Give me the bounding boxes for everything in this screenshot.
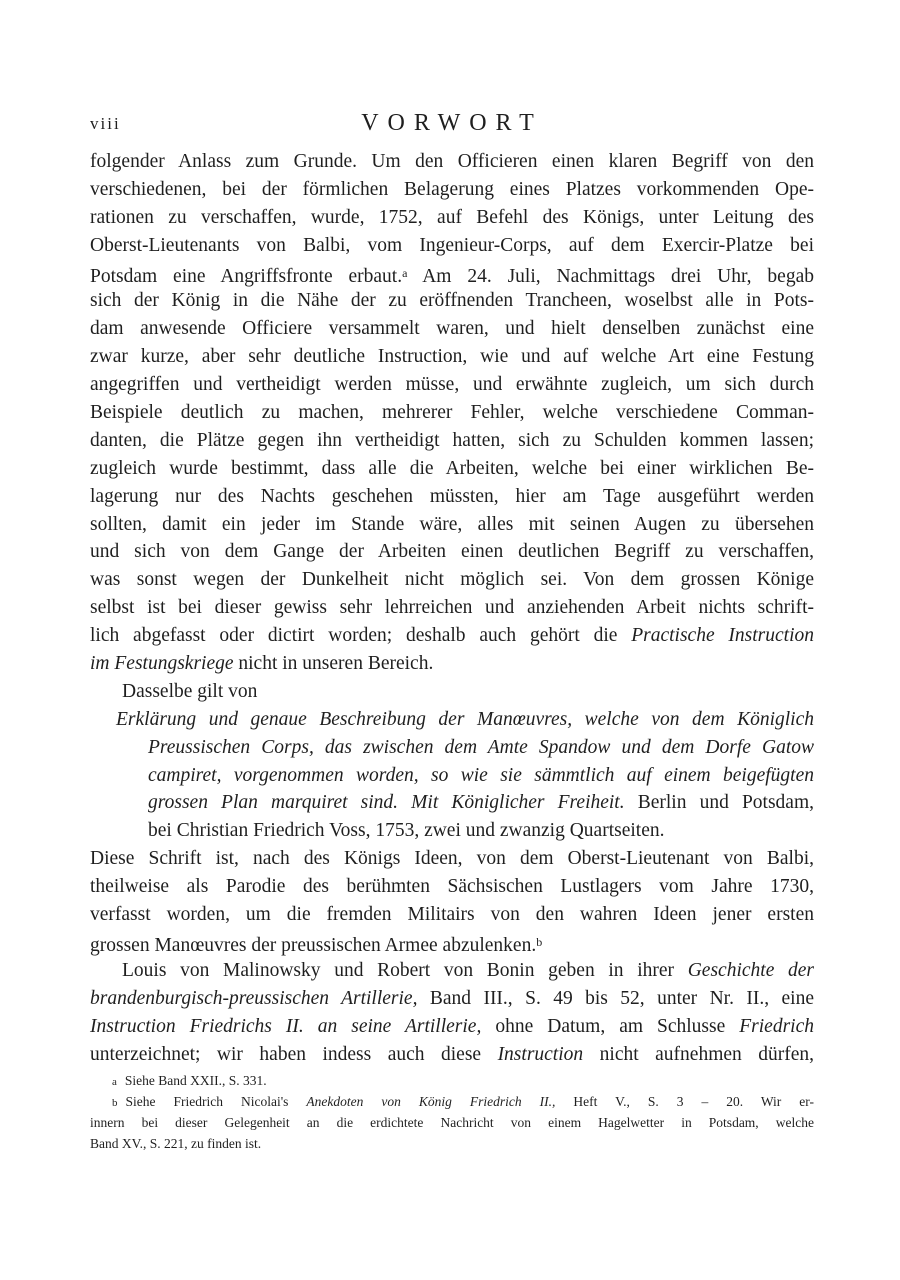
work-title: Geschichte der [687, 959, 815, 981]
text-line: grossen Manœuvres der preussischen Armee abzulenken.$^b$ [90, 934, 543, 956]
footnote-ref-a: a [402, 265, 408, 280]
text-line: Dasselbe gilt von [122, 680, 258, 702]
text-line: Oberst-Lieutenants von Balbi, vom Ingenieur-Corps, auf dem Exercir-Platze bei [90, 234, 814, 256]
text-line: brandenburgisch-preussischen Artillerie, Band III., S. 49 bis 52, unter Nr. II., eine [90, 987, 814, 1009]
text-line: dam anwesende Officiere versammelt waren, und hielt denselben zunächst eine [90, 318, 814, 340]
bibliographic-entry-line: bei Christian Friedrich Voss, 1753, zwei und zwanzig Quartseiten. [148, 820, 665, 842]
footnote-a: a Siehe Band XXII., S. 331. [112, 1073, 267, 1088]
footnote-b: b Siehe Friedrich Nicolai's Anekdoten von König Friedrich II., Heft V., S. 3 – 20. Wir er- [112, 1094, 815, 1109]
bibliographic-entry-line: campiret, vorgenommen worden, so wie sie sämmtlich auf einem beigefügten [148, 764, 814, 786]
text-line: unterzeichnet; wir haben indess auch diese Instruction nicht aufnehmen dürfen, [90, 1043, 815, 1065]
text-line: sich der König in die Nähe der zu eröffnenden Trancheen, woselbst alle in Pots- [90, 290, 814, 312]
bibliographic-entry-line: Erklärung und genaue Beschreibung der Manœuvres, welche von dem Königlich [116, 708, 814, 730]
text-line: lich abgefasst oder dictirt worden; deshalb auch gehört die Practische Instruction [90, 625, 814, 647]
text-line: Potsdam eine Angriffsfronte erbaut.$^a$ Am 24. Juli, Nachmittags drei Uhr, begab [90, 265, 814, 287]
footnote-line: Band XV., S. 221, zu finden ist. [90, 1136, 262, 1151]
work-title: im Festungskriege [90, 653, 234, 675]
text-line: im Festungskriege nicht in unseren Bereich. [90, 653, 434, 675]
text-line: Instruction Friedrichs II. an seine Artillerie, ohne Datum, am Schlusse Friedrich [90, 1015, 814, 1037]
text-line: Beispiele deutlich zu machen, mehrerer Fehler, welche verschiedene Comman- [90, 402, 814, 424]
text-line: Louis von Malinowsky und Robert von Bonin geben in ihrer Geschichte der [122, 959, 815, 981]
footnote-ref-b: b [536, 934, 543, 949]
text-line: zugleich wurde bestimmt, dass alle die Arbeiten, welche bei einer wirklichen Be- [90, 457, 814, 479]
text-line: und sich von dem Gange der Arbeiten einen deutlichen Begriff zu verschaffen, [90, 541, 814, 563]
running-head: VORWORT [361, 110, 543, 136]
work-title: brandenburgisch-preussischen Artillerie, [90, 987, 418, 1009]
text-line: folgender Anlass zum Grunde. Um den Officieren einen klaren Begriff von den [90, 151, 814, 172]
text-line: verschiedenen, bei der förmlichen Belagerung eines Platzes vorkommenden Ope- [90, 178, 814, 200]
page-header [90, 110, 814, 140]
text-line: angegriffen und vertheidigt werden müsse, und erwähnte zugleich, um sich durch [90, 374, 814, 396]
text-line: theilweise als Parodie des berühmten Sächsischen Lustlagers vom Jahre 1730, [90, 876, 814, 898]
text-line: zwar kurze, aber sehr deutliche Instruction, wie und auf welche Art eine Festung [90, 346, 814, 368]
work-title: Practische Instruction [631, 625, 814, 647]
text-line: verfasst worden, um die fremden Militairs von den wahren Ideen jener ersten [90, 904, 814, 926]
text-line: selbst ist bei dieser gewiss sehr lehrreichen und anziehenden Arbeit nichts schrift- [90, 597, 814, 619]
footnote-line: innern bei dieser Gelegenheit an die erdichtete Nachricht von einem Hagelwetter in Potsdam, welche [90, 1115, 814, 1130]
text-line: lagerung nur des Nachts geschehen müssten, hier am Tage ausgeführt werden [90, 485, 814, 507]
text-line: Diese Schrift ist, nach des Königs Ideen, von dem Oberst-Lieutenant von Balbi, [90, 848, 814, 870]
body-text [90, 148, 814, 1068]
text-line: sollten, damit ein jeder im Stande wäre, alles mit seinen Augen zu übersehen [90, 513, 814, 535]
page-number: viii [90, 114, 121, 133]
work-title: Instruction Friedrichs II. an seine Artillerie, [90, 1015, 482, 1037]
text-line: was sonst wegen der Dunkelheit nicht möglich sei. Von dem grossen Könige [90, 569, 814, 591]
bibliographic-entry-line: grossen Plan marquiret sind. Mit Königlicher Freiheit. Berlin und Potsdam, [148, 792, 815, 814]
footnotes [90, 1070, 814, 1154]
text-line: rationen zu verschaffen, wurde, 1752, auf Befehl des Königs, unter Leitung des [90, 206, 814, 228]
text-line: danten, die Plätze gegen ihn vertheidigt hatten, sich zu Schulden kommen lassen; [90, 429, 814, 451]
bibliographic-entry-line: Preussischen Corps, das zwischen dem Amte Spandow und dem Dorfe Gatow [148, 736, 814, 758]
